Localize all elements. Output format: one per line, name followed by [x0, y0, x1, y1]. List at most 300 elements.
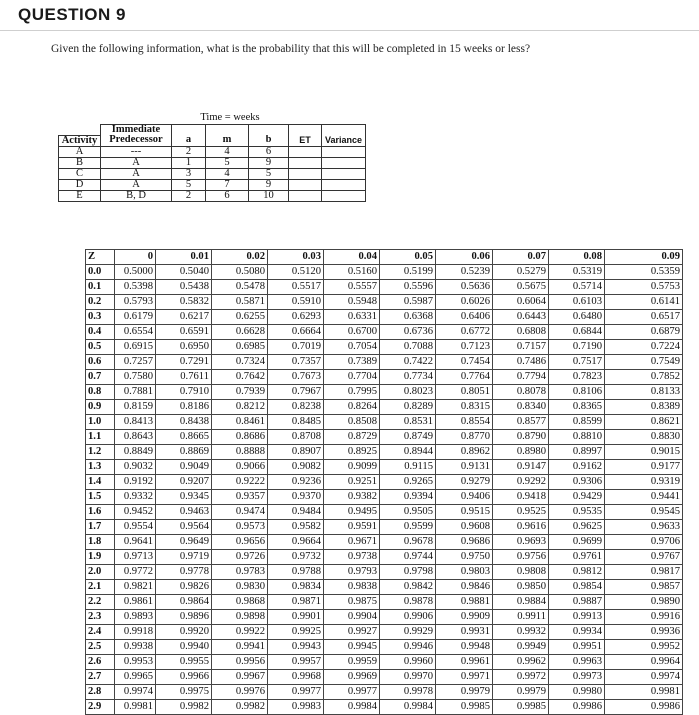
probability-cell: 0.7357 — [268, 355, 324, 370]
probability-cell: 0.9913 — [549, 610, 605, 625]
table-row — [86, 640, 683, 655]
probability-cell: 0.8159 — [115, 400, 156, 415]
probability-cell: 0.5120 — [268, 265, 324, 280]
probability-cell: 0.6331 — [324, 310, 380, 325]
probability-cell: 0.9032 — [115, 460, 156, 475]
z-value-cell: 0.8 — [86, 385, 115, 400]
z-value-cell: 2.9 — [86, 700, 115, 715]
probability-cell: 0.8212 — [212, 400, 268, 415]
probability-cell: 0.7054 — [324, 340, 380, 355]
table-row — [86, 475, 683, 490]
probability-cell: 0.9957 — [268, 655, 324, 670]
probability-cell: 0.9649 — [156, 535, 212, 550]
probability-cell: 0.9971 — [436, 670, 493, 685]
probability-cell: 0.9946 — [380, 640, 436, 655]
z-table-body — [86, 265, 683, 715]
table-row — [86, 340, 683, 355]
probability-cell: 0.9131 — [436, 460, 493, 475]
table-row — [86, 385, 683, 400]
table-cell: D — [59, 179, 101, 190]
probability-cell: 0.8238 — [268, 400, 324, 415]
z-value-cell: 1.4 — [86, 475, 115, 490]
column-header: b — [249, 135, 289, 146]
probability-cell: 0.9952 — [605, 640, 683, 655]
table-cell: B, D — [101, 190, 172, 201]
question-text: Given the following information, what is the probability that this will be completed in 15 weeks or less? — [51, 43, 531, 55]
probability-cell: 0.8106 — [549, 385, 605, 400]
probability-cell: 0.9981 — [605, 685, 683, 700]
probability-cell: 0.9956 — [212, 655, 268, 670]
table-row — [86, 415, 683, 430]
probability-cell: 0.9966 — [156, 670, 212, 685]
probability-cell: 0.7019 — [268, 340, 324, 355]
table-cell: 9 — [249, 157, 289, 168]
probability-cell: 0.9986 — [605, 700, 683, 715]
probability-cell: 0.8888 — [212, 445, 268, 460]
probability-cell: 0.9049 — [156, 460, 212, 475]
probability-cell: 0.9985 — [436, 700, 493, 715]
probability-cell: 0.5987 — [380, 295, 436, 310]
probability-cell: 0.6026 — [436, 295, 493, 310]
probability-cell: 0.9452 — [115, 505, 156, 520]
column-header: 0.08 — [549, 250, 605, 265]
probability-cell: 0.8869 — [156, 445, 212, 460]
probability-cell: 0.6517 — [605, 310, 683, 325]
probability-cell: 0.7673 — [268, 370, 324, 385]
probability-cell: 0.6443 — [493, 310, 549, 325]
probability-cell: 0.5080 — [212, 265, 268, 280]
table-cell: 5 — [172, 179, 206, 190]
z-value-cell: 1.9 — [86, 550, 115, 565]
probability-cell: 0.9732 — [268, 550, 324, 565]
probability-cell: 0.9484 — [268, 505, 324, 520]
probability-cell: 0.9671 — [324, 535, 380, 550]
probability-cell: 0.9970 — [380, 670, 436, 685]
column-header: Activity — [59, 135, 101, 146]
table-row — [86, 595, 683, 610]
probability-cell: 0.9332 — [115, 490, 156, 505]
z-value-cell: 2.2 — [86, 595, 115, 610]
z-value-cell: 0.7 — [86, 370, 115, 385]
probability-cell: 0.9826 — [156, 580, 212, 595]
table-row — [86, 580, 683, 595]
probability-cell: 0.6772 — [436, 325, 493, 340]
probability-cell: 0.9713 — [115, 550, 156, 565]
table-cell: 9 — [249, 179, 289, 190]
probability-cell: 0.7123 — [436, 340, 493, 355]
table-cell: 3 — [172, 168, 206, 179]
question-header — [0, 0, 699, 31]
table-cell: 5 — [206, 157, 249, 168]
table-cell: A — [101, 179, 172, 190]
probability-cell: 0.9864 — [156, 595, 212, 610]
probability-cell: 0.8186 — [156, 400, 212, 415]
table-cell — [289, 157, 322, 168]
probability-cell: 0.9495 — [324, 505, 380, 520]
probability-cell: 0.9641 — [115, 535, 156, 550]
probability-cell: 0.8413 — [115, 415, 156, 430]
probability-cell: 0.8389 — [605, 400, 683, 415]
probability-cell: 0.7611 — [156, 370, 212, 385]
activity-table-time-row — [59, 111, 366, 125]
table-row — [86, 325, 683, 340]
probability-cell: 0.8485 — [268, 415, 324, 430]
probability-cell: 0.9394 — [380, 490, 436, 505]
z-value-cell: 2.5 — [86, 640, 115, 655]
probability-cell: 0.9838 — [324, 580, 380, 595]
table-cell — [322, 190, 366, 201]
probability-cell: 0.9162 — [549, 460, 605, 475]
z-table-header-row — [86, 250, 683, 265]
probability-cell: 0.8599 — [549, 415, 605, 430]
probability-cell: 0.8078 — [493, 385, 549, 400]
probability-cell: 0.5910 — [268, 295, 324, 310]
probability-cell: 0.9940 — [156, 640, 212, 655]
probability-cell: 0.7881 — [115, 385, 156, 400]
probability-cell: 0.9929 — [380, 625, 436, 640]
probability-cell: 0.9564 — [156, 520, 212, 535]
table-row — [86, 400, 683, 415]
probability-cell: 0.9633 — [605, 520, 683, 535]
probability-cell: 0.9808 — [493, 565, 549, 580]
z-value-cell: 0.4 — [86, 325, 115, 340]
table-row — [86, 655, 683, 670]
table-cell — [289, 190, 322, 201]
probability-cell: 0.9955 — [156, 655, 212, 670]
probability-cell: 0.9099 — [324, 460, 380, 475]
z-value-cell: 2.3 — [86, 610, 115, 625]
z-value-cell: 0.6 — [86, 355, 115, 370]
probability-cell: 0.9744 — [380, 550, 436, 565]
probability-cell: 0.6141 — [605, 295, 683, 310]
probability-cell: 0.7324 — [212, 355, 268, 370]
probability-cell: 0.9881 — [436, 595, 493, 610]
probability-cell: 0.8365 — [549, 400, 605, 415]
table-cell — [289, 179, 322, 190]
probability-cell: 0.7088 — [380, 340, 436, 355]
activity-table — [58, 111, 366, 202]
column-header: 0.04 — [324, 250, 380, 265]
activity-table-immediate-row — [59, 125, 366, 136]
probability-cell: 0.5398 — [115, 280, 156, 295]
probability-cell: 0.6628 — [212, 325, 268, 340]
probability-cell: 0.9616 — [493, 520, 549, 535]
probability-cell: 0.9706 — [605, 535, 683, 550]
probability-cell: 0.6591 — [156, 325, 212, 340]
z-value-cell: 0.9 — [86, 400, 115, 415]
probability-cell: 0.8708 — [268, 430, 324, 445]
table-cell: A — [101, 168, 172, 179]
probability-cell: 0.9927 — [324, 625, 380, 640]
probability-cell: 0.9977 — [268, 685, 324, 700]
table-cell — [289, 146, 322, 157]
probability-cell: 0.8289 — [380, 400, 436, 415]
probability-cell: 0.6950 — [156, 340, 212, 355]
probability-cell: 0.7823 — [549, 370, 605, 385]
probability-cell: 0.9920 — [156, 625, 212, 640]
probability-cell: 0.8849 — [115, 445, 156, 460]
table-row — [86, 700, 683, 715]
time-header: Time = weeks — [172, 111, 289, 125]
probability-cell: 0.9967 — [212, 670, 268, 685]
probability-cell: 0.9982 — [212, 700, 268, 715]
table-cell: A — [101, 157, 172, 168]
table-cell — [322, 157, 366, 168]
probability-cell: 0.9066 — [212, 460, 268, 475]
probability-cell: 0.9382 — [324, 490, 380, 505]
probability-cell: 0.9525 — [493, 505, 549, 520]
z-value-cell: 0.3 — [86, 310, 115, 325]
probability-cell: 0.9968 — [268, 670, 324, 685]
probability-cell: 0.5319 — [549, 265, 605, 280]
probability-cell: 0.8531 — [380, 415, 436, 430]
activity-table-body — [59, 146, 366, 201]
probability-cell: 0.8686 — [212, 430, 268, 445]
probability-cell: 0.7794 — [493, 370, 549, 385]
probability-cell: 0.9948 — [436, 640, 493, 655]
probability-cell: 0.9656 — [212, 535, 268, 550]
probability-cell: 0.9719 — [156, 550, 212, 565]
table-row — [86, 355, 683, 370]
probability-cell: 0.9871 — [268, 595, 324, 610]
probability-cell: 0.9370 — [268, 490, 324, 505]
probability-cell: 0.5000 — [115, 265, 156, 280]
table-row — [86, 565, 683, 580]
probability-cell: 0.6554 — [115, 325, 156, 340]
column-header: m — [206, 135, 249, 146]
probability-cell: 0.9015 — [605, 445, 683, 460]
probability-cell: 0.9582 — [268, 520, 324, 535]
probability-cell: 0.8830 — [605, 430, 683, 445]
column-header: 0.07 — [493, 250, 549, 265]
z-value-cell: 0.0 — [86, 265, 115, 280]
table-cell: 2 — [172, 190, 206, 201]
z-value-cell: 2.1 — [86, 580, 115, 595]
probability-cell: 0.9115 — [380, 460, 436, 475]
probability-cell: 0.5948 — [324, 295, 380, 310]
probability-cell: 0.6103 — [549, 295, 605, 310]
probability-cell: 0.5714 — [549, 280, 605, 295]
table-row — [86, 670, 683, 685]
table-row — [86, 610, 683, 625]
probability-cell: 0.6844 — [549, 325, 605, 340]
probability-cell: 0.9505 — [380, 505, 436, 520]
probability-cell: 0.9693 — [493, 535, 549, 550]
z-value-cell: 1.3 — [86, 460, 115, 475]
probability-cell: 0.9306 — [549, 475, 605, 490]
probability-cell: 0.9625 — [549, 520, 605, 535]
table-cell: 7 — [206, 179, 249, 190]
column-header: ET — [289, 135, 322, 146]
table-row — [86, 520, 683, 535]
probability-cell: 0.9842 — [380, 580, 436, 595]
probability-cell: 0.9938 — [115, 640, 156, 655]
probability-cell: 0.9984 — [380, 700, 436, 715]
probability-cell: 0.9986 — [549, 700, 605, 715]
probability-cell: 0.9854 — [549, 580, 605, 595]
probability-cell: 0.9977 — [324, 685, 380, 700]
probability-cell: 0.8264 — [324, 400, 380, 415]
probability-cell: 0.9418 — [493, 490, 549, 505]
probability-cell: 0.9959 — [324, 655, 380, 670]
column-header: 0.09 — [605, 250, 683, 265]
probability-cell: 0.9974 — [605, 670, 683, 685]
probability-cell: 0.9945 — [324, 640, 380, 655]
probability-cell: 0.5675 — [493, 280, 549, 295]
probability-cell: 0.9846 — [436, 580, 493, 595]
probability-cell: 0.9932 — [493, 625, 549, 640]
question-title: QUESTION 9 — [18, 5, 126, 24]
probability-cell: 0.9875 — [324, 595, 380, 610]
probability-cell: 0.5239 — [436, 265, 493, 280]
probability-cell: 0.6217 — [156, 310, 212, 325]
probability-cell: 0.9756 — [493, 550, 549, 565]
table-row — [86, 430, 683, 445]
probability-cell: 0.9868 — [212, 595, 268, 610]
probability-cell: 0.5279 — [493, 265, 549, 280]
probability-cell: 0.9953 — [115, 655, 156, 670]
probability-cell: 0.9936 — [605, 625, 683, 640]
z-value-cell: 1.1 — [86, 430, 115, 445]
probability-cell: 0.9778 — [156, 565, 212, 580]
probability-cell: 0.8944 — [380, 445, 436, 460]
probability-cell: 0.9911 — [493, 610, 549, 625]
probability-cell: 0.9898 — [212, 610, 268, 625]
probability-cell: 0.6255 — [212, 310, 268, 325]
probability-cell: 0.7642 — [212, 370, 268, 385]
table-cell: --- — [101, 146, 172, 157]
table-row — [59, 179, 366, 190]
probability-cell: 0.8508 — [324, 415, 380, 430]
probability-cell: 0.9922 — [212, 625, 268, 640]
probability-cell: 0.9976 — [212, 685, 268, 700]
z-value-cell: 1.0 — [86, 415, 115, 430]
table-row — [86, 265, 683, 280]
probability-cell: 0.5517 — [268, 280, 324, 295]
probability-cell: 0.9192 — [115, 475, 156, 490]
probability-cell: 0.7224 — [605, 340, 683, 355]
z-value-cell: 1.6 — [86, 505, 115, 520]
probability-cell: 0.7734 — [380, 370, 436, 385]
probability-cell: 0.9961 — [436, 655, 493, 670]
probability-cell: 0.9887 — [549, 595, 605, 610]
probability-cell: 0.6985 — [212, 340, 268, 355]
probability-cell: 0.9803 — [436, 565, 493, 580]
probability-cell: 0.9960 — [380, 655, 436, 670]
probability-cell: 0.5478 — [212, 280, 268, 295]
probability-cell: 0.9974 — [115, 685, 156, 700]
probability-cell: 0.9798 — [380, 565, 436, 580]
column-header: a — [172, 135, 206, 146]
probability-cell: 0.9772 — [115, 565, 156, 580]
activity-table-header-row — [59, 135, 366, 146]
probability-cell: 0.5160 — [324, 265, 380, 280]
probability-cell: 0.8997 — [549, 445, 605, 460]
probability-cell: 0.6736 — [380, 325, 436, 340]
probability-cell: 0.9951 — [549, 640, 605, 655]
probability-cell: 0.9279 — [436, 475, 493, 490]
column-header: Variance — [322, 135, 366, 146]
probability-cell: 0.9962 — [493, 655, 549, 670]
probability-cell: 0.8133 — [605, 385, 683, 400]
probability-cell: 0.8749 — [380, 430, 436, 445]
table-row — [86, 460, 683, 475]
probability-cell: 0.9207 — [156, 475, 212, 490]
probability-cell: 0.9429 — [549, 490, 605, 505]
probability-cell: 0.9345 — [156, 490, 212, 505]
probability-cell: 0.9699 — [549, 535, 605, 550]
probability-cell: 0.9918 — [115, 625, 156, 640]
table-row — [86, 295, 683, 310]
probability-cell: 0.9761 — [549, 550, 605, 565]
probability-cell: 0.9821 — [115, 580, 156, 595]
z-value-cell: 1.2 — [86, 445, 115, 460]
probability-cell: 0.5040 — [156, 265, 212, 280]
probability-cell: 0.9686 — [436, 535, 493, 550]
z-value-cell: 2.8 — [86, 685, 115, 700]
probability-cell: 0.8577 — [493, 415, 549, 430]
probability-cell: 0.9979 — [436, 685, 493, 700]
probability-cell: 0.9896 — [156, 610, 212, 625]
probability-cell: 0.9082 — [268, 460, 324, 475]
table-row — [86, 535, 683, 550]
probability-cell: 0.9236 — [268, 475, 324, 490]
probability-cell: 0.8790 — [493, 430, 549, 445]
probability-cell: 0.9292 — [493, 475, 549, 490]
probability-cell: 0.5871 — [212, 295, 268, 310]
table-row — [59, 190, 366, 201]
probability-cell: 0.9931 — [436, 625, 493, 640]
probability-cell: 0.8980 — [493, 445, 549, 460]
probability-cell: 0.9545 — [605, 505, 683, 520]
probability-cell: 0.9964 — [605, 655, 683, 670]
probability-cell: 0.5753 — [605, 280, 683, 295]
table-row — [86, 310, 683, 325]
probability-cell: 0.6915 — [115, 340, 156, 355]
probability-cell: 0.5557 — [324, 280, 380, 295]
z-value-cell: 2.4 — [86, 625, 115, 640]
probability-cell: 0.9793 — [324, 565, 380, 580]
probability-cell: 0.9830 — [212, 580, 268, 595]
probability-cell: 0.9969 — [324, 670, 380, 685]
table-row — [59, 157, 366, 168]
probability-cell: 0.9678 — [380, 535, 436, 550]
probability-cell: 0.7764 — [436, 370, 493, 385]
probability-cell: 0.9975 — [156, 685, 212, 700]
probability-cell: 0.7389 — [324, 355, 380, 370]
probability-cell: 0.6406 — [436, 310, 493, 325]
probability-cell: 0.9884 — [493, 595, 549, 610]
probability-cell: 0.9904 — [324, 610, 380, 625]
table-cell: 4 — [206, 146, 249, 157]
table-row — [59, 168, 366, 179]
probability-cell: 0.7967 — [268, 385, 324, 400]
probability-cell: 0.8810 — [549, 430, 605, 445]
table-row — [86, 625, 683, 640]
probability-cell: 0.9750 — [436, 550, 493, 565]
table-row — [86, 685, 683, 700]
probability-cell: 0.9664 — [268, 535, 324, 550]
z-value-cell: 1.7 — [86, 520, 115, 535]
probability-cell: 0.8925 — [324, 445, 380, 460]
probability-cell: 0.8621 — [605, 415, 683, 430]
probability-cell: 0.8051 — [436, 385, 493, 400]
column-header: 0.06 — [436, 250, 493, 265]
table-cell: 2 — [172, 146, 206, 157]
probability-cell: 0.5359 — [605, 265, 683, 280]
probability-cell: 0.9222 — [212, 475, 268, 490]
probability-cell: 0.9943 — [268, 640, 324, 655]
